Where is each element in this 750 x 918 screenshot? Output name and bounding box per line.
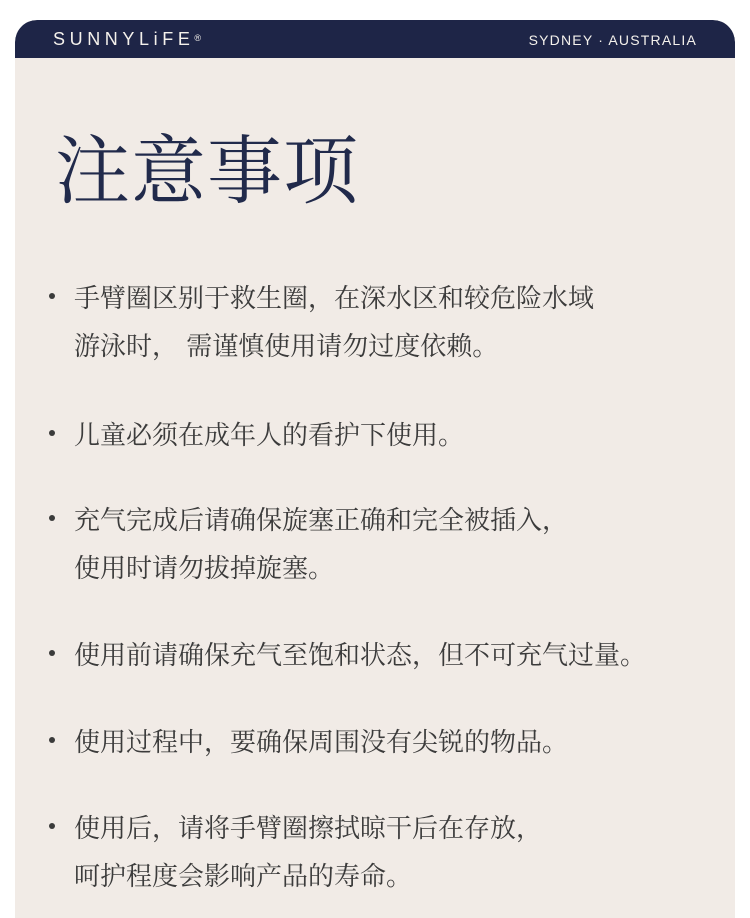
notice-item <box>49 719 729 767</box>
bullet-dot-icon <box>49 430 55 436</box>
notice-line: 游泳时， 需谨慎使用请勿过度依赖。 <box>74 332 499 362</box>
notice-line: 使用时请勿拔掉旋塞。 <box>74 554 335 584</box>
notice-item <box>49 497 729 593</box>
notice-item <box>49 632 729 680</box>
notice-line: 呵护程度会影响产品的寿命。 <box>74 862 413 892</box>
notice-line: 充气完成后请确保旋塞正确和完全被插入， <box>74 506 569 536</box>
bullet-dot-icon <box>49 650 55 656</box>
notice-item <box>49 275 729 371</box>
brand-wordmark: SUNNYLiFE <box>53 29 195 49</box>
bullet-dot-icon <box>49 515 55 521</box>
notice-line: 使用过程中，要确保周围没有尖锐的物品。 <box>74 728 569 758</box>
notice-list <box>15 20 735 918</box>
brand-location-label: SYDNEY · AUSTRALIA <box>528 32 697 48</box>
bullet-dot-icon <box>49 293 55 299</box>
notice-card <box>15 20 735 918</box>
notice-item <box>49 412 729 460</box>
notice-line: 手臂圈区别于救生圈，在深水区和较危险水域 <box>74 284 595 314</box>
bullet-dot-icon <box>49 737 55 743</box>
notice-line: 使用前请确保充气至饱和状态，但不可充气过量。 <box>74 641 647 671</box>
page-title: 注意事项 <box>55 127 360 215</box>
bullet-dot-icon <box>49 823 55 829</box>
registered-trademark-mark: ® <box>194 33 202 43</box>
notice-line: 使用后，请将手臂圈擦拭晾干后在存放， <box>74 814 543 844</box>
notice-item <box>49 805 729 901</box>
notice-line: 儿童必须在成年人的看护下使用。 <box>74 421 465 451</box>
